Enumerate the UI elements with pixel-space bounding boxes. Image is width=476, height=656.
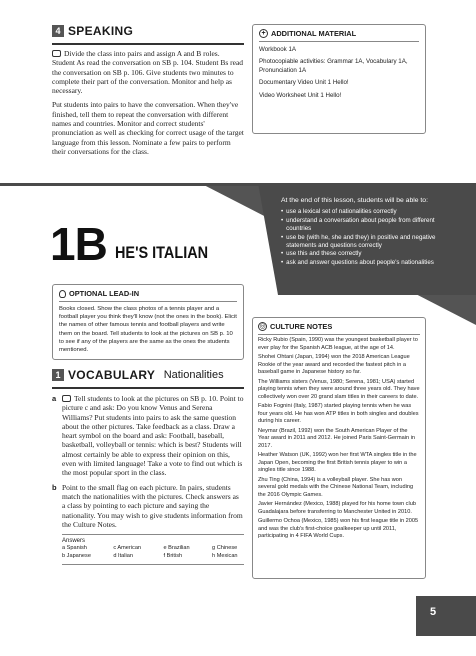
speaking-paragraph-2: Put students into pairs to have the conversation. When they've finished, tell them to repeat the conversation with different names and countries. Monitor and correct students' pronunciation as well as checking for correct usage of the target language from this lesson. Nominate a few pairs to perform their conversations for the class.: [52, 100, 244, 156]
answer-item: g Chinese: [212, 545, 238, 552]
additional-item: Video Worksheet Unit 1 Hello!: [259, 91, 342, 99]
answer-item: b Japanese: [62, 552, 91, 559]
culture-note: Neymar (Brazil, 1992) won the South American Player of the Year award in 2011 and 2012. He joined Paris Saint-Germain in 2017.: [258, 427, 416, 449]
objectives-intro: At the end of this lesson, students will be able to:: [281, 197, 428, 204]
page-number: 5: [430, 606, 437, 618]
culture-note: Shohei Ohtani (Japan, 1994) won the 2018 American League Rookie of the year award and recorded the fastest pitch in a baseball game in Japanese history so far.: [258, 354, 410, 375]
lead-in-heading: OPTIONAL LEAD-IN: [59, 289, 237, 298]
exercise-b: [52, 483, 244, 529]
answer-item: a Spanish: [62, 545, 87, 552]
lesson-code: 1B: [50, 218, 107, 270]
section-rule: [52, 387, 244, 389]
section-title: SPEAKING: [68, 23, 134, 38]
culture-notes-heading: ◎ CULTURE NOTES: [259, 322, 333, 331]
speech-bubble-icon: [62, 395, 71, 402]
section-title: VOCABULARY: [68, 367, 156, 382]
culture-note: Fabio Fognini (Italy, 1987) started playing tennis when he was four years old. He has won ATP titles in both singles and doubles during his career.: [258, 403, 419, 424]
exercise-b-text: Point to the small flag on each picture. In pairs, students match the nationalities with the pictures. Check answers as a class by pointing to each picture and saying the nationality. You may wish to give students information from the Culture Notes.: [62, 482, 243, 529]
additional-item: Workbook 1A: [259, 46, 297, 53]
answer-item: d Italian: [113, 552, 133, 559]
lesson-heading: [50, 218, 224, 270]
globe-icon: ◎: [259, 323, 266, 330]
plus-circle-icon: +: [259, 29, 268, 38]
culture-notes-box: [252, 317, 426, 579]
culture-note: Heather Watson (UK, 1992) won her first WTA singles title in the Japan Open, becoming the first British tennis player to win a singles title since 1988.: [258, 452, 417, 473]
answers-grid: [62, 545, 244, 560]
objective-item: • use a lexical set of nationalities correctly: [281, 208, 397, 216]
additional-material-heading: + ADDITIONAL MATERIAL: [259, 29, 419, 38]
objective-item: • use this and these correctly: [281, 250, 362, 258]
objective-item: • use be (with he, she and they) in positive and negative statements and questions correctly: [281, 233, 436, 250]
lightbulb-icon: [59, 290, 66, 298]
objective-item: • ask and answer questions about people's nationalities: [281, 258, 434, 266]
lead-in-box: [52, 284, 244, 360]
culture-note: Javier Hernández (Mexico, 1988) played for his home town club Guadalajara before transferring to Manchester United in 2010.: [258, 501, 416, 515]
answer-item: f British: [163, 552, 183, 559]
page-number-tab: [416, 596, 476, 636]
vocabulary-section: [52, 366, 244, 565]
lead-in-text: Books closed. Show the class photos of a tennis player and a football player you think they'll know (not the ones in the book). Elicit the names of other famous tennis and football players and write them on the board. Tell students to look at the pictures on SB p. 10 to see if any of the players are the same as the ones the students mentioned.: [59, 306, 237, 354]
answers-box: [62, 534, 244, 565]
lesson-objectives: [281, 197, 459, 267]
additional-item: Documentary Video Unit 1 Hello!: [259, 79, 349, 87]
answer-item: c American: [113, 545, 142, 552]
speaking-paragraph-1: Divide the class into pairs and assign A and B roles. Student As read the conversation on SB p. 104. Student Bs read the conversation on SB p. 106. Give students two minutes to complete their part of the conversation. Monitor and help as necessary.: [52, 49, 244, 96]
culture-note: Zhu Ting (China, 1994) is a volleyball player. She has won several gold medals with the Chinese National Team, including the 2016 Olympic Games.: [258, 476, 414, 498]
culture-note: The Williams sisters (Venus, 1980; Serena, 1981; USA) started playing tennis when they were around three years old. They have collectively won over 20 grand slam titles in their careers to date.: [258, 378, 420, 400]
answers-title: Answers: [62, 538, 86, 545]
exercise-label: a: [52, 394, 57, 403]
exercise-a: [52, 394, 244, 478]
objective-item: • understand a conversation about people from different countries: [281, 216, 435, 233]
exercise-a-text: Tell students to look at the pictures on SB p. 10. Point to picture c and ask: Do you know Venus and Serena Williams? Put students into pairs to ask the same question about the other pictures. Take feedback as a class. Draw a heart symbol on the board and ask: Football, baseball, basketball, volleyball or tennis: which is best? Students will almost certainly be able to express their opinion on this, even with limited language! Take a vote to find out which is the most popular sport in the class.: [62, 394, 244, 478]
additional-item: Photocopiable activities: Grammar 1A, Vocabulary 1A, Pronunciation 1A: [259, 58, 408, 74]
section-number: 4: [52, 25, 64, 37]
culture-note: Ricky Rubio (Spain, 1990) was the youngest basketball player to ever play for the Spanish ACB league, at the age of 14.: [258, 337, 418, 351]
answer-item: h Mexican: [212, 552, 238, 559]
section-number: 1: [52, 369, 64, 381]
culture-note: Guillermo Ochoa (Mexico, 1985) won his first league title in 2005 and was the club's first-choice goalkeeper up until 2011, participating in 4 FIFA World Cups.: [258, 518, 419, 539]
section-subtitle: Nationalities: [163, 368, 224, 381]
lesson-title: HE'S ITALIAN: [114, 243, 208, 262]
vocabulary-heading: [52, 366, 244, 384]
answer-item: e Brazilian: [163, 545, 190, 552]
exercise-label: b: [52, 482, 57, 492]
